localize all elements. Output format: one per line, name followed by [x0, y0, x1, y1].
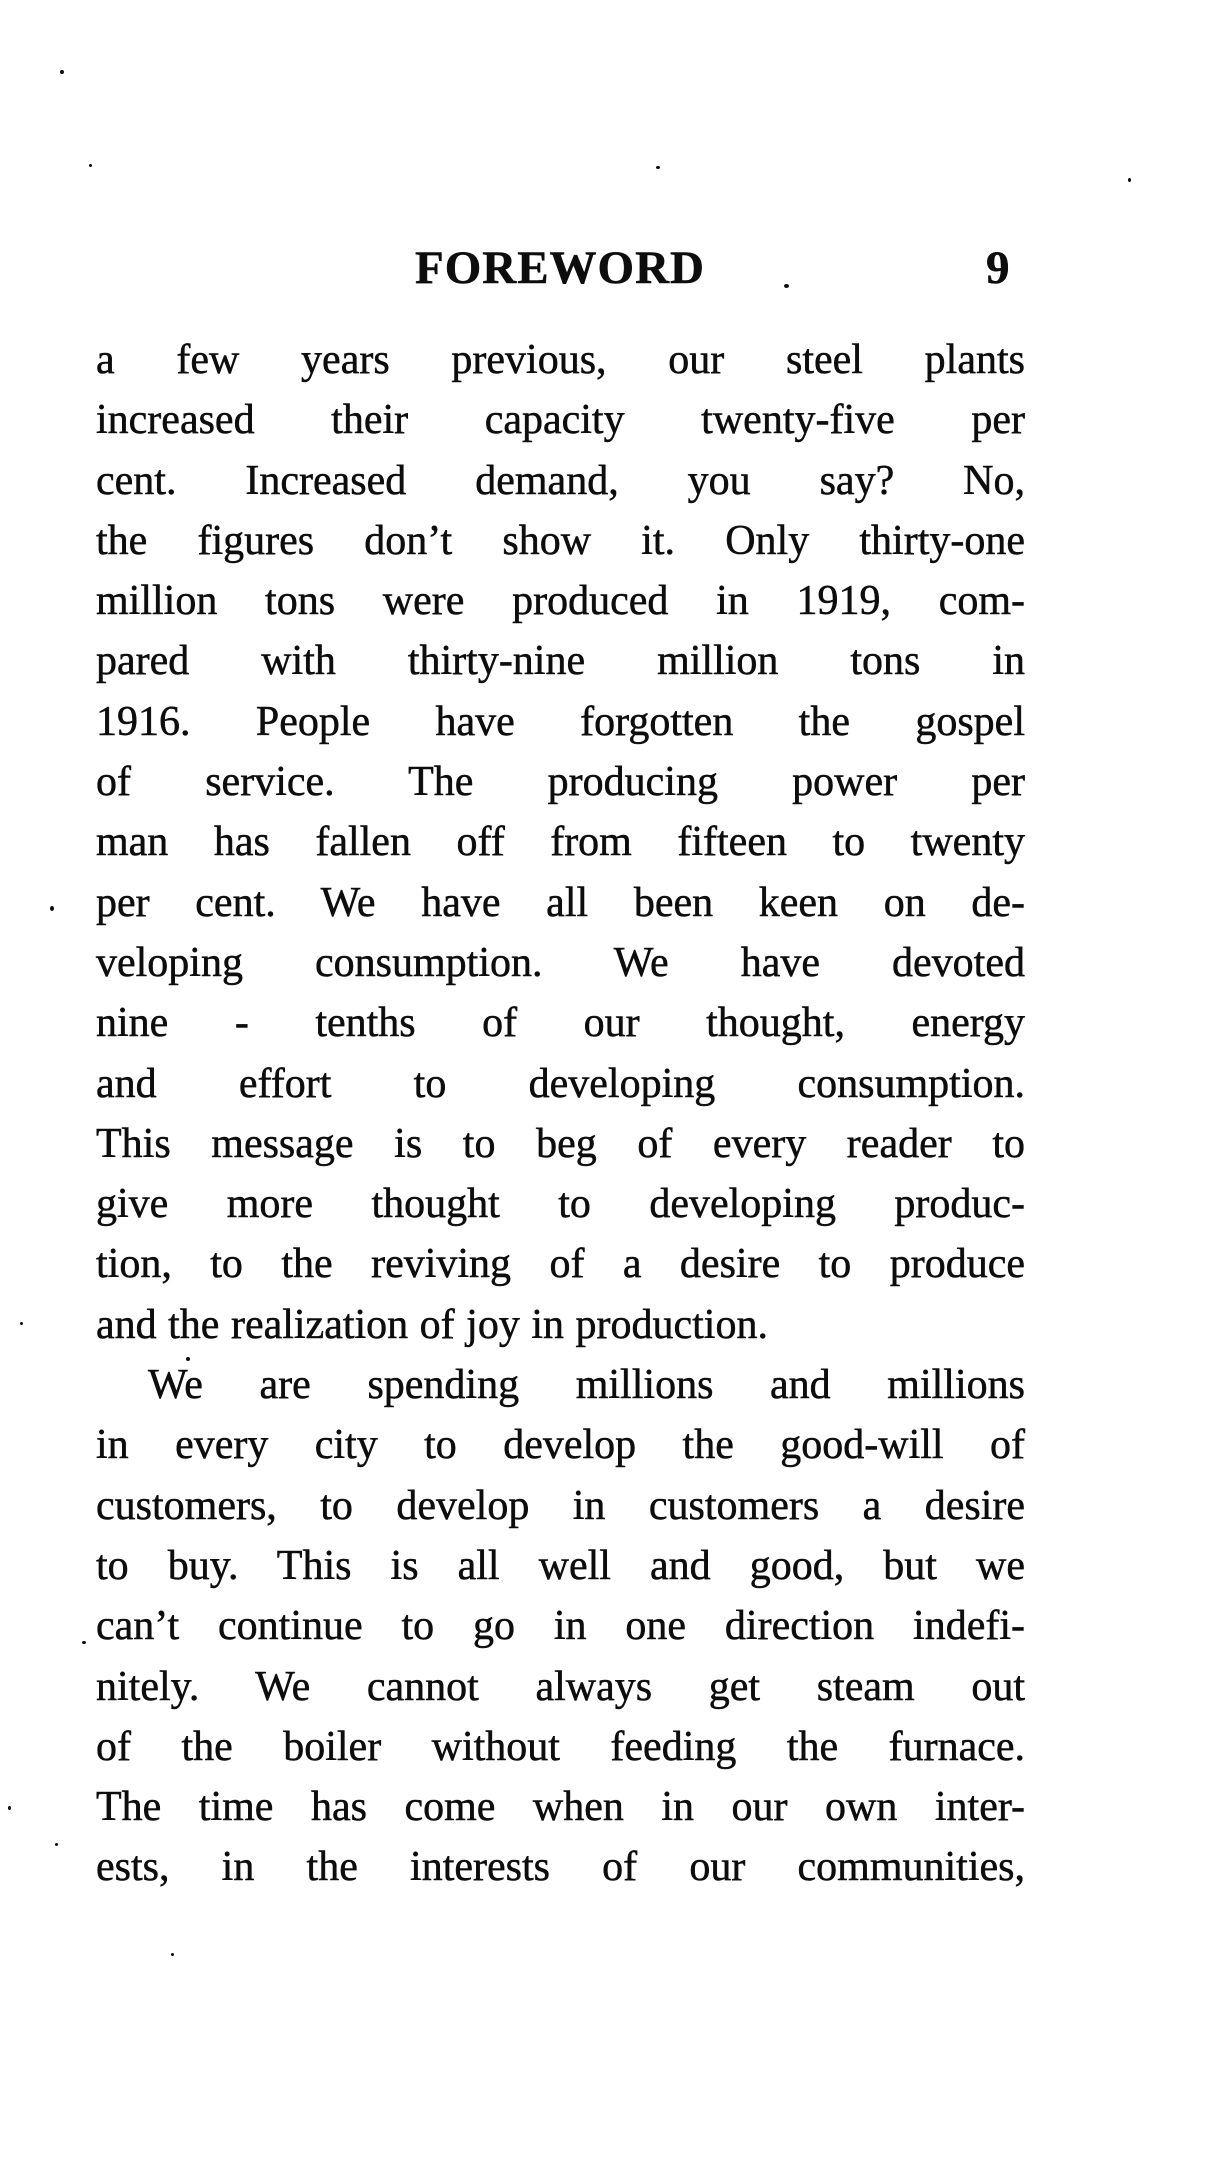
- text-line: ests, in the interests of our communities,: [96, 1844, 1025, 1891]
- scan-speckle: [20, 1322, 23, 1325]
- text-line: 1916. People have forgotten the gospel: [96, 698, 1025, 745]
- scan-speckle: [784, 284, 789, 288]
- text-line: pared with thirty-nine million tons in: [96, 638, 1025, 685]
- scan-speckle: [60, 70, 64, 74]
- text-line: nine - tenths of our thought, energy: [96, 1000, 1025, 1047]
- text-line: man has fallen off from fifteen to twenty: [96, 819, 1025, 866]
- text-line: million tons were produced in 1919, com-: [96, 578, 1025, 625]
- text-line: a few years previous, our steel plants: [96, 337, 1025, 383]
- text-line-paragraph-start: We are spending millions and millions: [148, 1362, 1025, 1409]
- scan-speckle: [186, 1357, 190, 1361]
- text-line: customers, to develop in customers a desire: [96, 1482, 1025, 1529]
- scan-speckle: [50, 906, 54, 911]
- scan-speckle: [656, 166, 660, 169]
- text-line: of the boiler without feeding the furnace.: [96, 1723, 1025, 1770]
- text-line: The time has come when in our own inter-: [96, 1784, 1025, 1831]
- text-line: can’t continue to go in one direction indefi-: [96, 1603, 1025, 1650]
- text-line: to buy. This is all well and good, but we: [96, 1542, 1025, 1589]
- text-line-paragraph-end: and the realization of joy in production.: [96, 1301, 768, 1348]
- scan-speckle: [8, 1806, 11, 1810]
- scan-speckle: [1128, 178, 1131, 182]
- text-line: give more thought to developing produc-: [96, 1181, 1025, 1228]
- text-line: in every city to develop the good-will of: [96, 1422, 1025, 1469]
- text-line: and effort to developing consumption.: [96, 1060, 1025, 1107]
- scan-speckle: [82, 1641, 86, 1644]
- page-number: 9: [986, 242, 1010, 294]
- scan-speckle: [171, 1953, 174, 1956]
- text-line: increased their capacity twenty-five per: [96, 397, 1025, 444]
- running-head: [0, 242, 1226, 296]
- text-line: nitely. We cannot always get steam out: [96, 1663, 1025, 1710]
- scan-speckle: [55, 1843, 58, 1846]
- text-line: the figures don’t show it. Only thirty-one: [96, 517, 1025, 564]
- text-line: This message is to beg of every reader to: [96, 1120, 1025, 1167]
- text-line: cent. Increased demand, you say? No,: [96, 457, 1025, 504]
- text-line: veloping consumption. We have devoted: [96, 939, 1025, 986]
- text-line: tion, to the reviving of a desire to produce: [96, 1241, 1025, 1288]
- text-line: of service. The producing power per: [96, 759, 1025, 806]
- text-line: per cent. We have all been keen on de-: [96, 879, 1025, 926]
- body-text: [96, 330, 1025, 1898]
- page-title: FOREWORD: [415, 242, 705, 294]
- scan-speckle: [89, 164, 92, 167]
